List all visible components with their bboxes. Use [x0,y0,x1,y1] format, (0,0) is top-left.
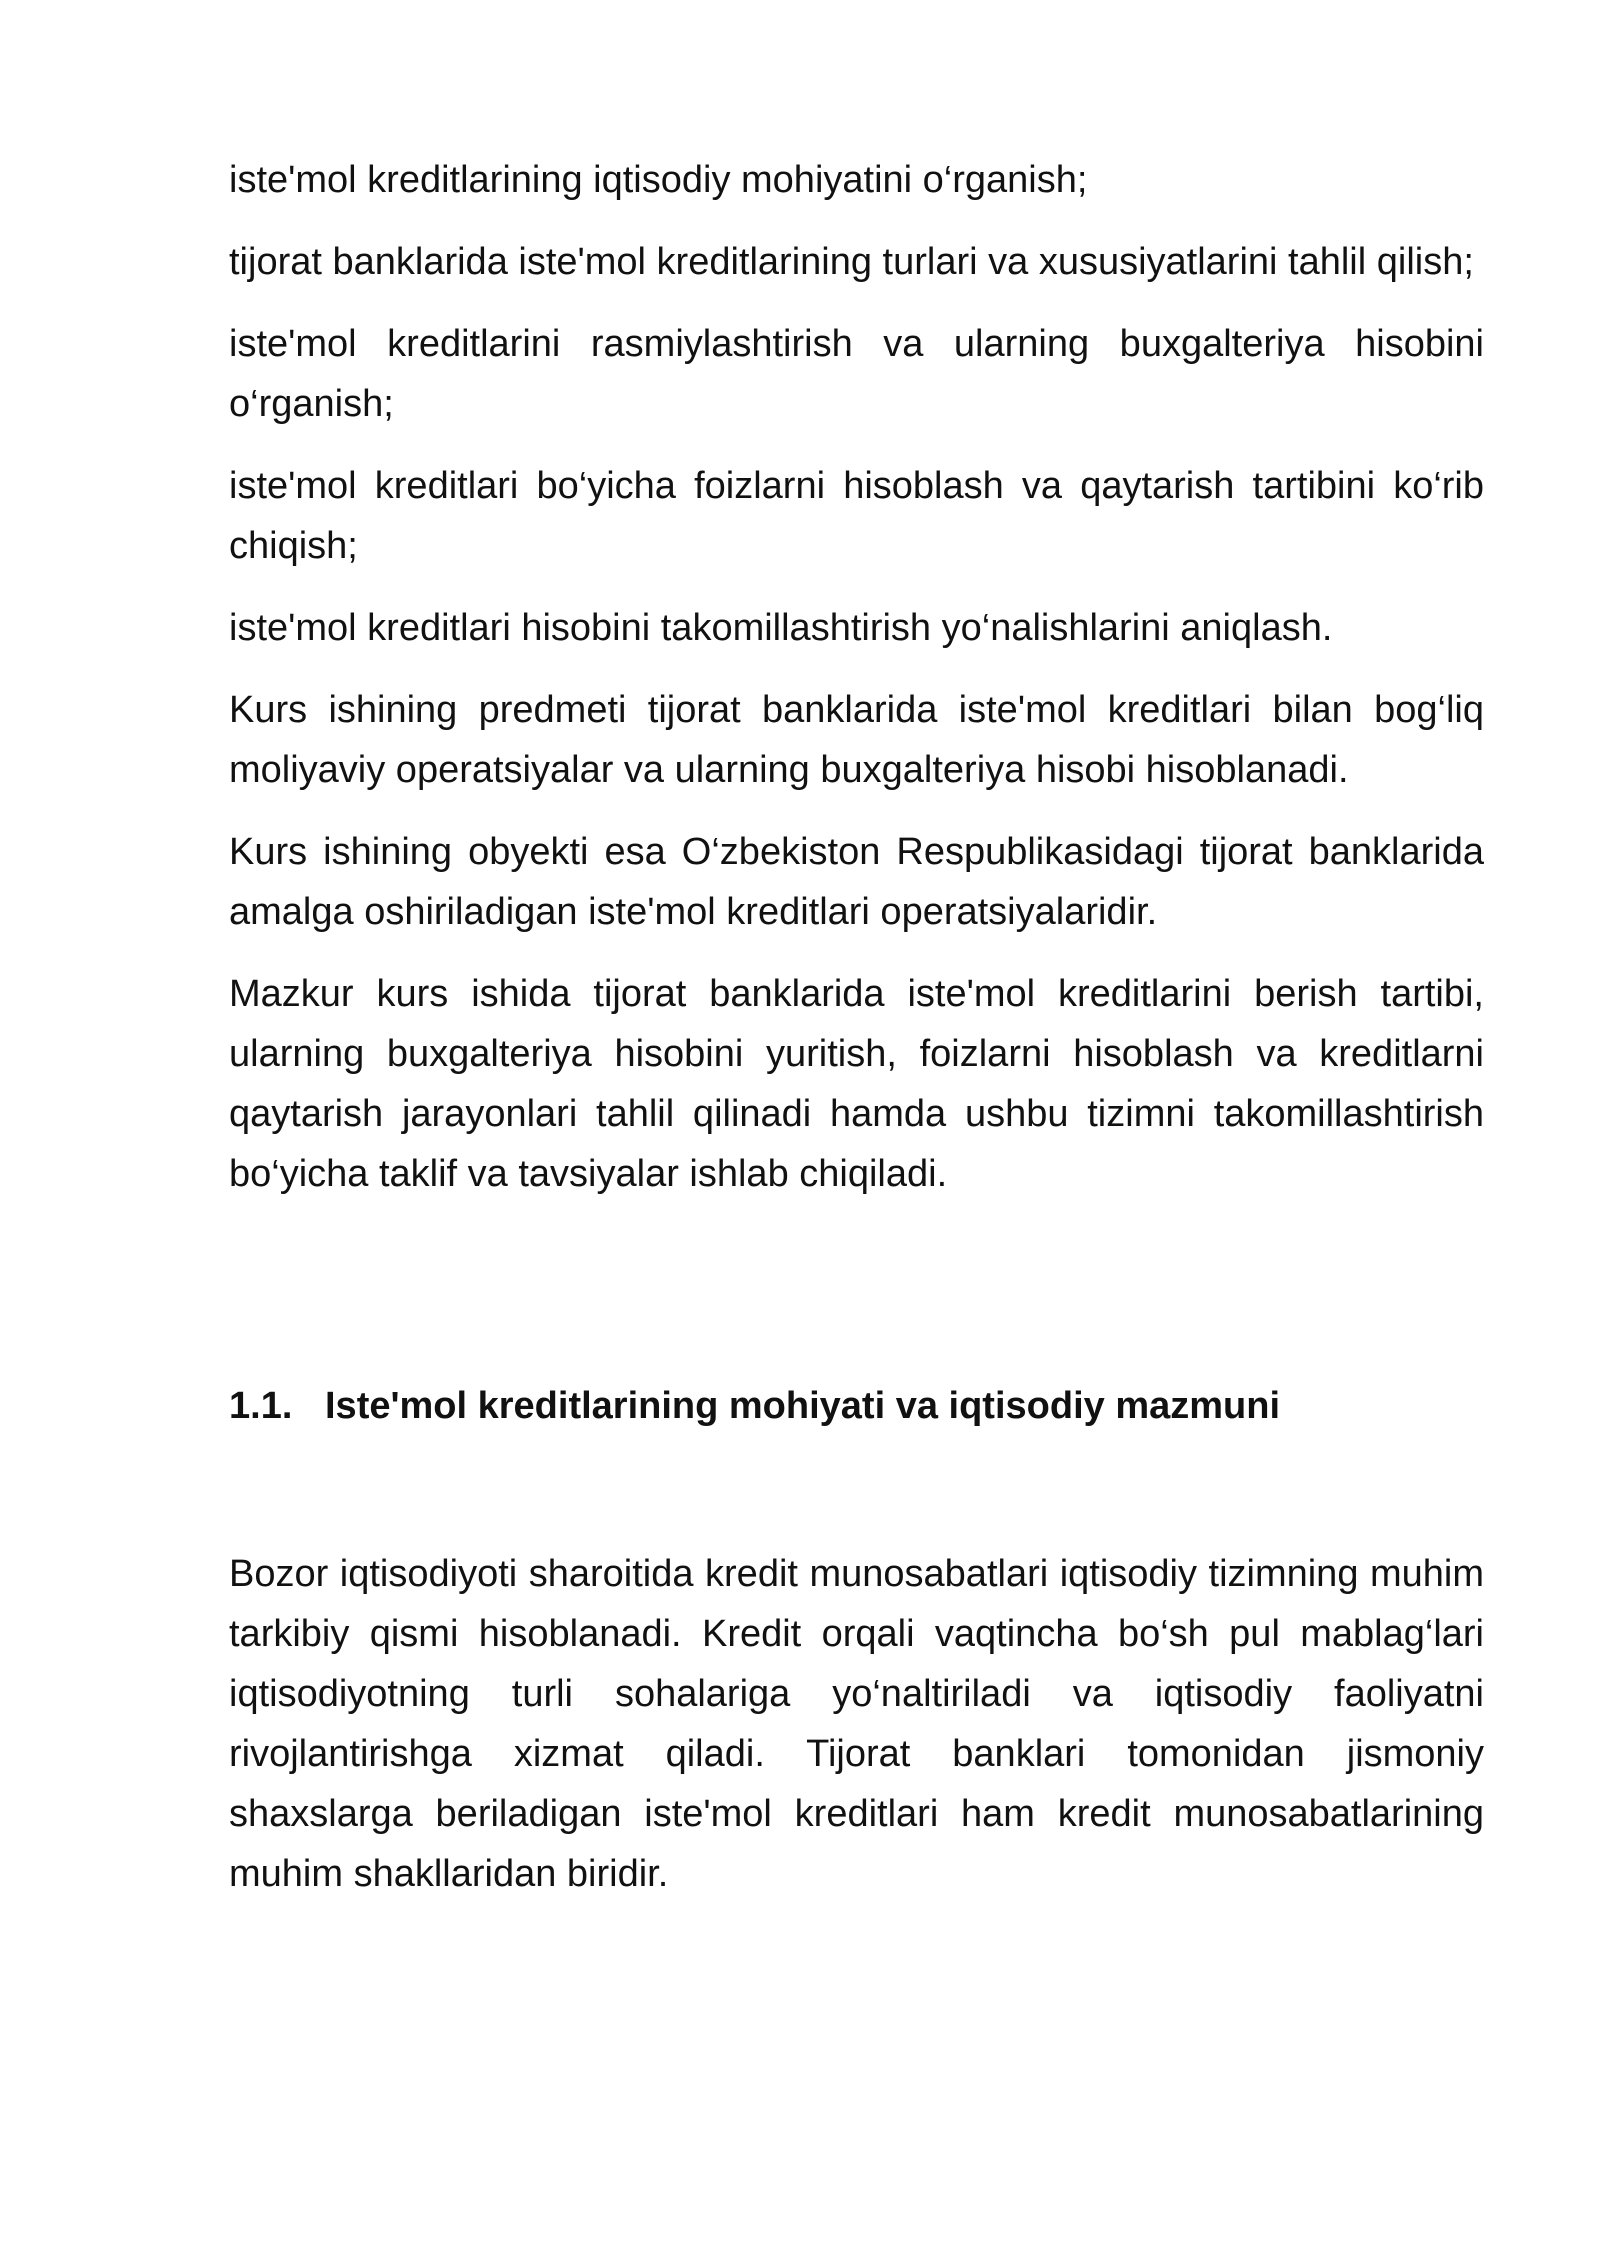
document-page [229,150,1484,1926]
summary-paragraph: Mazkur kurs ishida tijorat banklarida iste'mol kreditlarini berish tartibi, ularning buxgalteriya hisobini yuritish, foizlarni hisoblash va kreditlarni qaytarish jarayonlari tahlil qilinadi hamda ushbu tizimni takomillashtirish bo‘yicha taklif va tavsiyalar ishlab chiqiladi. [229,973,1484,1195]
intro-item-3: iste'mol kreditlarini rasmiylashtirish va ularning buxgalteriya hisobini o‘rganish; [229,323,1484,425]
intro-item-4: iste'mol kreditlari bo‘yicha foizlarni hisoblash va qaytarish tartibini ko‘rib chiqish; [229,465,1484,567]
subject-paragraph: Kurs ishining predmeti tijorat banklarida iste'mol kreditlari bilan bog‘liq moliyaviy operatsiyalar va ularning buxgalteriya hisobi hisoblanadi. [229,689,1484,791]
intro-item-5: iste'mol kreditlari hisobini takomillashtirish yo‘nalishlarini aniqlash. [229,607,1333,649]
section-title: Iste'mol kreditlarining mohiyati va iqtisodiy mazmuni [325,1385,1281,1427]
section-heading [229,1376,1484,1436]
object-paragraph: Kurs ishining obyekti esa O‘zbekiston Respublikasidagi tijorat banklarida amalga oshiriladigan iste'mol kreditlari operatsiyalaridir. [229,831,1484,933]
intro-item-2: tijorat banklarida iste'mol kreditlarining turlari va xususiyatlarini tahlil qilish; [229,241,1474,283]
section-gap-bottom [229,1436,1484,1544]
section-number: 1.1. [229,1385,293,1427]
section-gap-top [229,1226,1484,1376]
section-paragraph: Bozor iqtisodiyoti sharoitida kredit munosabatlari iqtisodiy tizimning muhim tarkibiy qismi hisoblanadi. Kredit orqali vaqtincha bo‘sh pul mablag‘lari iqtisodiyotning turli sohalariga yo‘naltiriladi va iqtisodiy faoliyatni rivojlantirishga xizmat qiladi. Tijorat banklari tomonidan jismoniy shaxslarga beriladigan iste'mol kreditlari ham kredit munosabatlarining muhim shakllaridan biridir. [229,1553,1484,1895]
intro-item-1: iste'mol kreditlarining iqtisodiy mohiyatini o‘rganish; [229,159,1088,201]
